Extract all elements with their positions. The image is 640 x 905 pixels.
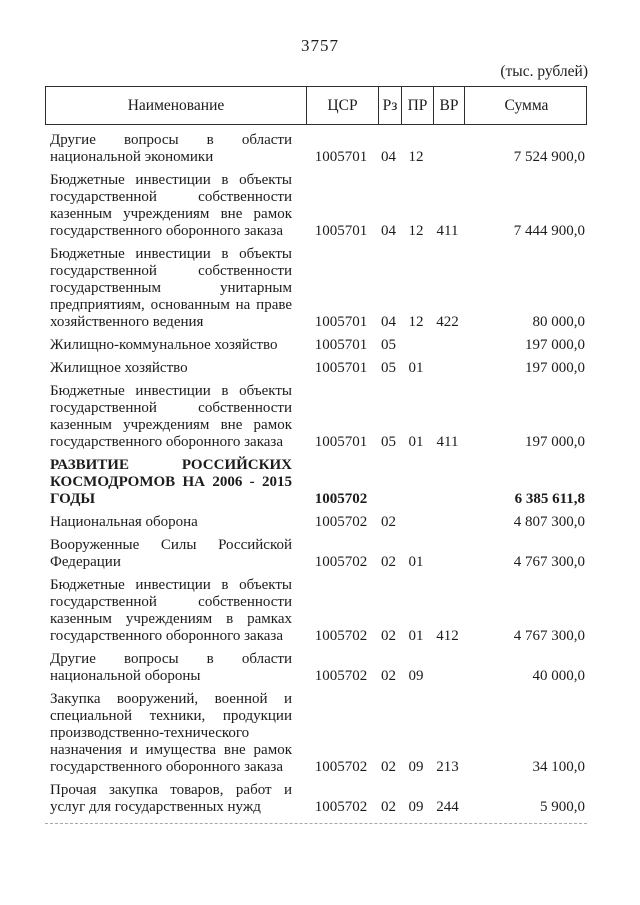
table-row [45, 331, 587, 354]
table-row [45, 531, 587, 571]
row-vr-code: 213 [436, 759, 459, 775]
table-row [45, 166, 587, 240]
row-csr-code: 1005702 [314, 554, 368, 570]
row-rz-code: 05 [381, 337, 396, 353]
row-name: Бюджетные инвестиции в объекты государственной собственности казенным учреждениям вне рамок государственного оборонного заказа [50, 383, 292, 450]
row-sum: 197 000,0 [525, 434, 585, 450]
row-sum: 7 444 900,0 [513, 223, 585, 239]
row-pr-code: 12 [408, 223, 424, 239]
row-name: Закупка вооружений, военной и специальной техники, продукции производственно-технического назначения и имущества вне рамок государственного оборонного заказа [50, 691, 292, 775]
row-vr-code: 244 [436, 799, 459, 815]
row-name: РАЗВИТИЕ РОССИЙСКИХ КОСМОДРОМОВ НА 2006 - 2015 ГОДЫ [50, 457, 292, 507]
row-vr-code: 422 [436, 314, 459, 330]
row-rz-code: 02 [381, 799, 396, 815]
units-label: (тыс. рублей) [500, 63, 588, 80]
row-csr-code: 1005701 [314, 434, 368, 450]
table-row [45, 508, 587, 531]
row-vr-code: 411 [436, 223, 459, 239]
row-csr-code: 1005702 [314, 759, 368, 775]
row-rz-code: 04 [381, 149, 396, 165]
row-csr-code: 1005702 [314, 668, 368, 684]
row-vr-code: 411 [436, 434, 459, 450]
row-rz-code: 02 [381, 759, 396, 775]
row-name: Бюджетные инвестиции в объекты государственной собственности казенным учреждениям вне рамок государственного оборонного заказа [50, 172, 292, 239]
row-rz-code: 02 [381, 554, 396, 570]
row-name: Прочая закупка товаров, работ и услуг для государственных нужд [50, 782, 292, 815]
header-cell-sum: Сумма [464, 87, 588, 124]
table-row [45, 776, 587, 816]
header-cell-pr: ПР [401, 87, 433, 124]
row-csr-code: 1005701 [314, 223, 368, 239]
row-sum: 80 000,0 [532, 314, 585, 330]
row-sum: 34 100,0 [532, 759, 585, 775]
row-sum: 4 767 300,0 [513, 628, 585, 644]
table-row [45, 451, 587, 508]
row-sum: 5 900,0 [540, 799, 585, 815]
row-name: Другие вопросы в области национальной экономики [50, 132, 292, 165]
row-rz-code: 04 [381, 314, 396, 330]
row-pr-code: 12 [408, 314, 424, 330]
row-rz-code: 05 [381, 434, 396, 450]
row-csr-code: 1005701 [314, 314, 368, 330]
table-row [45, 685, 587, 776]
row-sum: 40 000,0 [532, 668, 585, 684]
table-row [45, 354, 587, 377]
budget-table [45, 86, 587, 824]
row-name: Бюджетные инвестиции в объекты государственной собственности казенным учреждениям в рамках государственного оборонного заказа [50, 577, 292, 644]
row-csr-code: 1005702 [314, 799, 368, 815]
row-vr-code: 412 [436, 628, 459, 644]
table-row [45, 377, 587, 451]
row-name: Другие вопросы в области национальной обороны [50, 651, 292, 684]
row-name: Жилищное хозяйство [50, 360, 188, 376]
row-name: Бюджетные инвестиции в объекты государственной собственности государственным унитарным предприятиям, основанным на праве хозяйственного ведения [50, 246, 292, 330]
row-pr-code: 09 [408, 799, 424, 815]
table-row [45, 126, 587, 166]
row-rz-code: 04 [381, 223, 396, 239]
row-name: Национальная оборона [50, 514, 198, 530]
row-rz-code: 02 [381, 514, 396, 530]
header-cell-vr: ВР [433, 87, 464, 124]
row-rz-code: 02 [381, 668, 396, 684]
row-name: Жилищно-коммунальное хозяйство [50, 337, 278, 353]
row-pr-code: 09 [408, 759, 424, 775]
table-row [45, 240, 587, 331]
header-cell-csr: ЦСР [306, 87, 378, 124]
row-pr-code: 09 [408, 668, 424, 684]
table-row [45, 571, 587, 645]
row-name: Вооруженные Силы Российской Федерации [50, 537, 292, 570]
row-pr-code: 12 [408, 149, 424, 165]
header-cell-rz: Рз [378, 87, 401, 124]
row-sum: 4 807 300,0 [513, 514, 585, 530]
row-sum: 197 000,0 [525, 337, 585, 353]
row-sum: 4 767 300,0 [513, 554, 585, 570]
row-csr-code: 1005702 [314, 491, 368, 507]
table-row [45, 645, 587, 685]
header-cell-name: Наименование [127, 96, 225, 114]
row-csr-code: 1005702 [314, 514, 368, 530]
row-csr-code: 1005701 [314, 149, 368, 165]
page-number: 3757 [301, 36, 339, 55]
row-csr-code: 1005701 [314, 337, 368, 353]
row-rz-code: 05 [381, 360, 396, 376]
row-csr-code: 1005701 [314, 360, 368, 376]
row-sum: 6 385 611,8 [514, 491, 585, 507]
row-pr-code: 01 [408, 628, 424, 644]
table-body [45, 125, 587, 824]
row-sum: 197 000,0 [525, 360, 585, 376]
row-pr-code: 01 [408, 434, 424, 450]
row-rz-code: 02 [381, 628, 396, 644]
row-sum: 7 524 900,0 [513, 149, 585, 165]
table-header-row [45, 86, 587, 125]
row-pr-code: 01 [408, 554, 424, 570]
row-csr-code: 1005702 [314, 628, 368, 644]
row-pr-code: 01 [408, 360, 424, 376]
